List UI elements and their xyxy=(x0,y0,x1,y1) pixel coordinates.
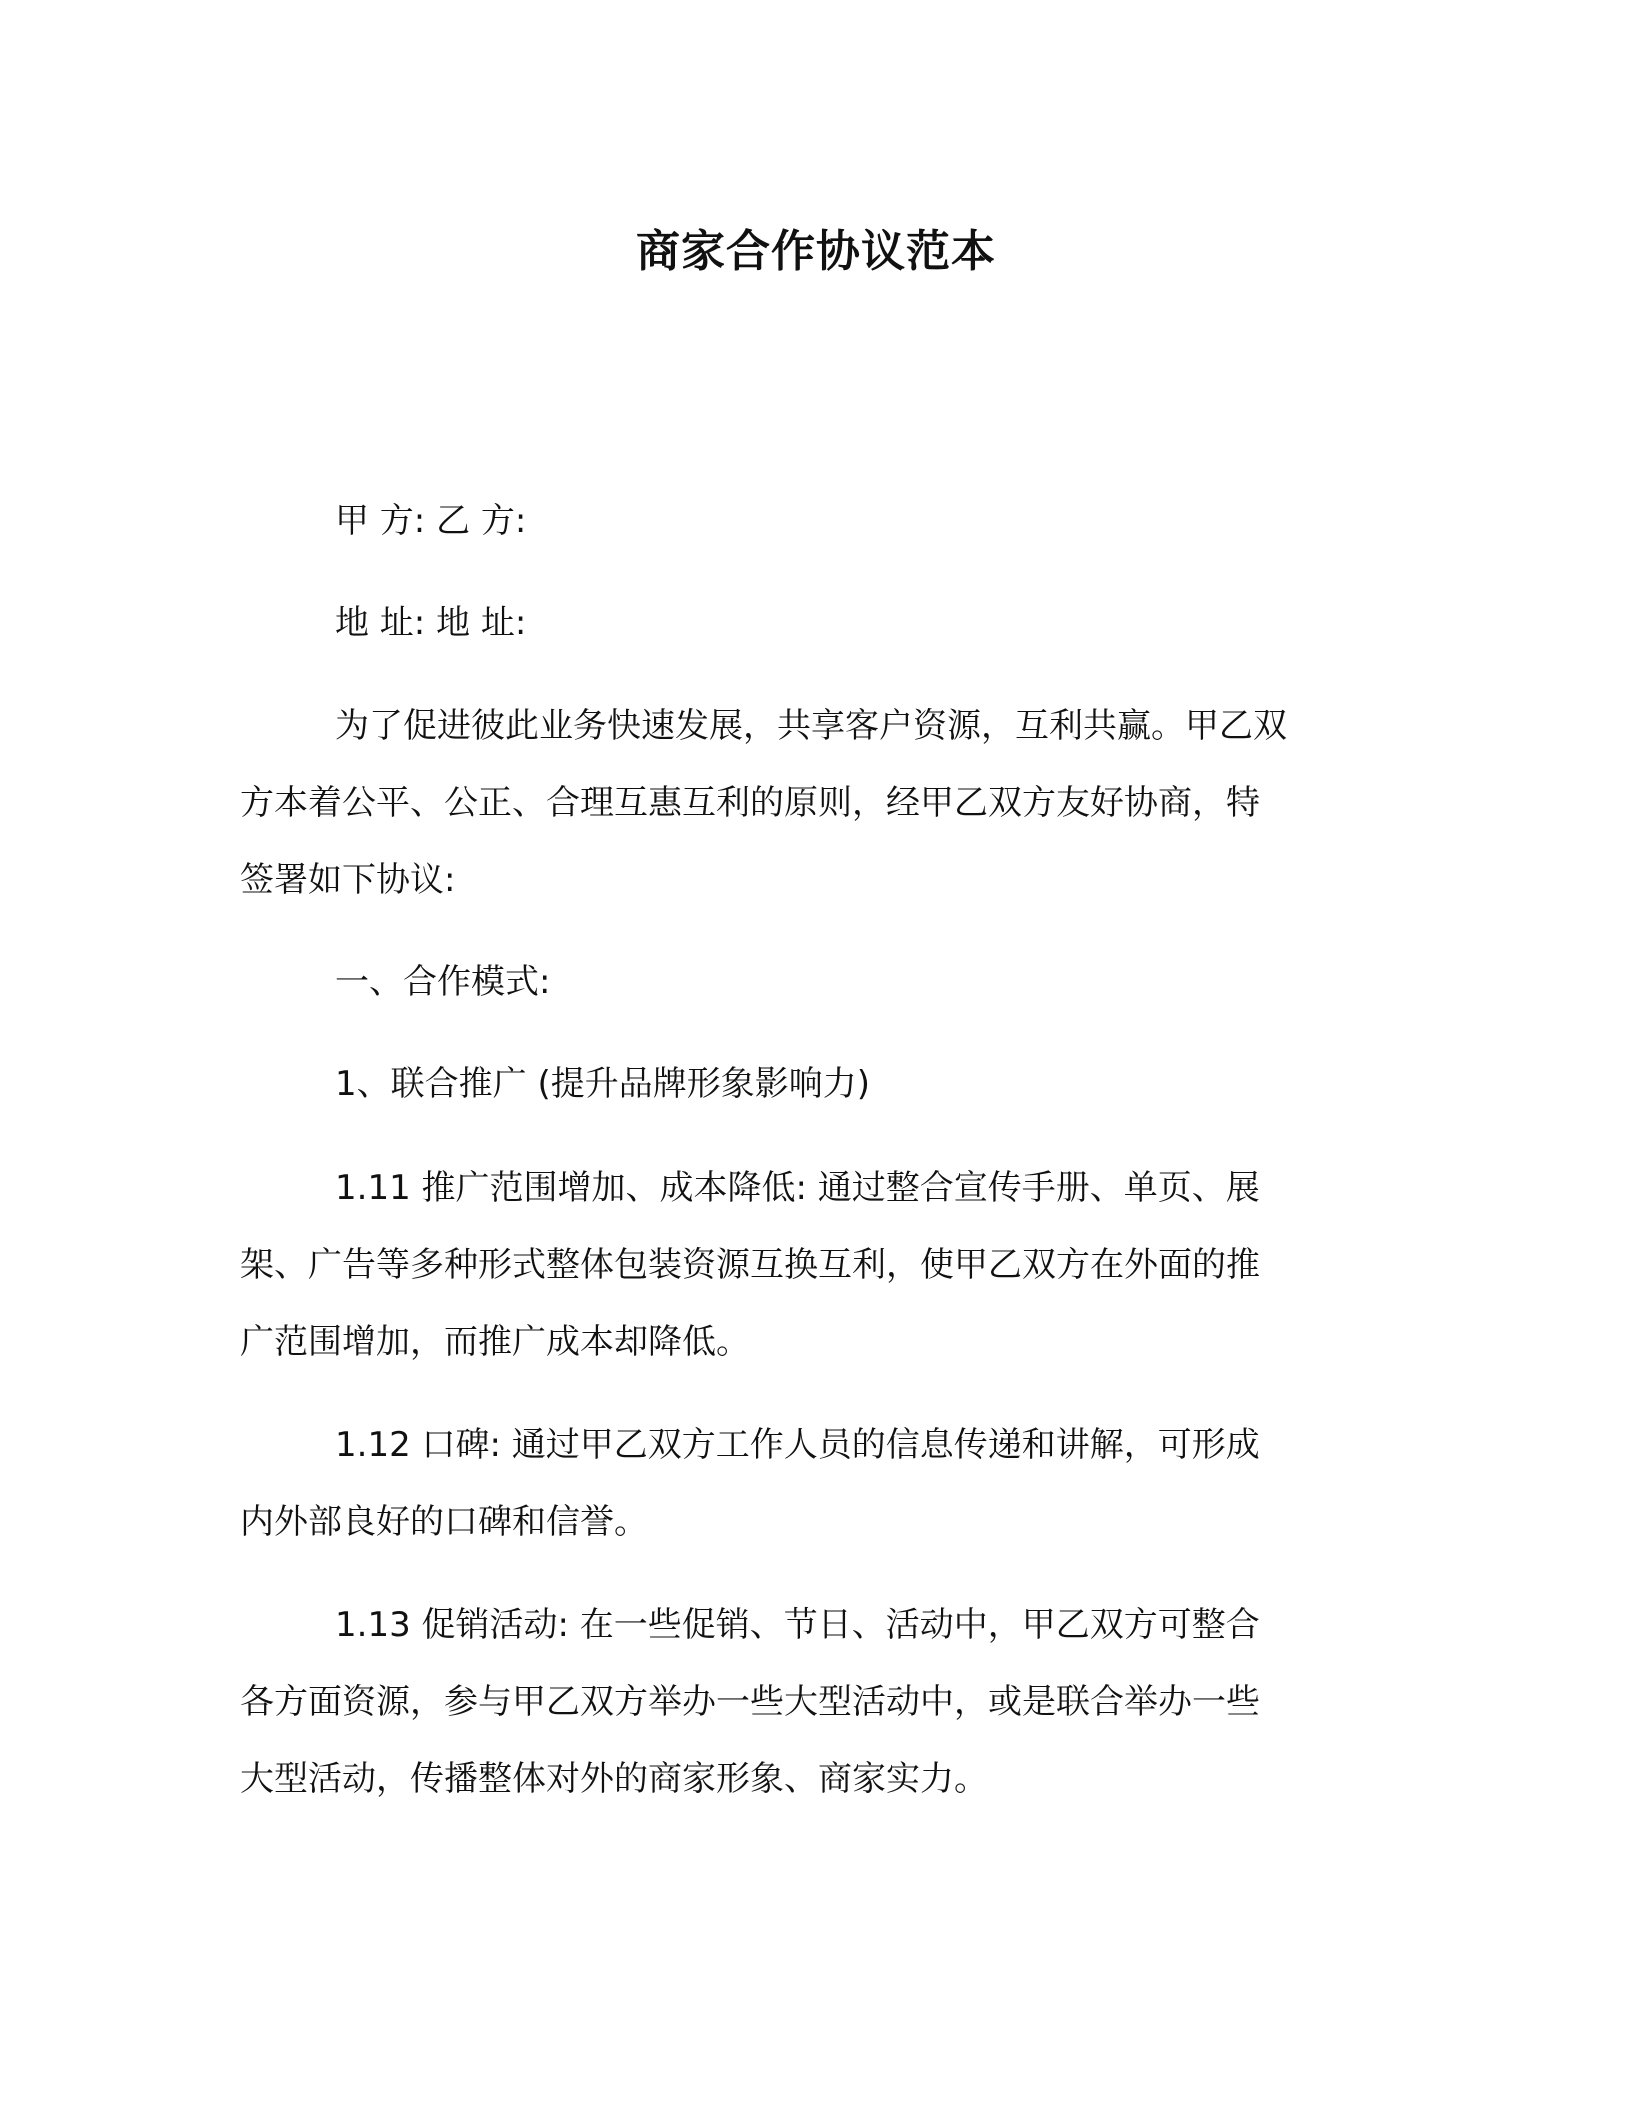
clause-1-11 xyxy=(240,1150,1368,1381)
clause-line: 广范围增加，而推广成本却降低。 xyxy=(240,1322,750,1362)
clause-line: 内外部良好的口碑和信誉。 xyxy=(240,1502,648,1542)
section-1-heading-text: 一、合作模式: xyxy=(335,962,551,1002)
subsection-1-heading xyxy=(240,1046,1368,1123)
clause-line: 大型活动，传播整体对外的商家形象、商家实力。 xyxy=(240,1759,988,1799)
clause-line: 1.12 口碑: 通过甲乙双方工作人员的信息传递和讲解，可形成 xyxy=(335,1425,1260,1465)
intro-line: 为了促进彼此业务快速发展，共享客户资源，互利共赢。甲乙双 xyxy=(335,706,1287,746)
clause-line: 架、广告等多种形式整体包装资源互换互利，使甲乙双方在外面的推 xyxy=(240,1245,1260,1285)
section-1-heading xyxy=(240,944,1368,1021)
party-line-text: 甲 方: 乙 方: xyxy=(335,501,527,541)
intro-paragraph xyxy=(240,688,1368,919)
party-line xyxy=(240,483,1368,560)
subsection-1-heading-text: 1、联合推广 (提升品牌形象影响力) xyxy=(335,1064,870,1104)
clause-line: 各方面资源，参与甲乙双方举办一些大型活动中，或是联合举办一些 xyxy=(240,1682,1260,1722)
clause-1-13 xyxy=(240,1587,1368,1818)
document-title: 商家合作协议范本 xyxy=(636,226,996,277)
intro-line: 签署如下协议: xyxy=(240,860,456,900)
intro-line: 方本着公平、公正、合理互惠互利的原则，经甲乙双方友好协商，特 xyxy=(240,783,1260,823)
clause-1-12 xyxy=(240,1407,1368,1561)
address-line xyxy=(240,585,1368,662)
address-line-text: 地 址: 地 址: xyxy=(335,603,527,643)
clause-line: 1.13 促销活动: 在一些促销、节日、活动中，甲乙双方可整合 xyxy=(335,1605,1260,1645)
clause-line: 1.11 推广范围增加、成本降低: 通过整合宣传手册、单页、展 xyxy=(335,1168,1260,1208)
